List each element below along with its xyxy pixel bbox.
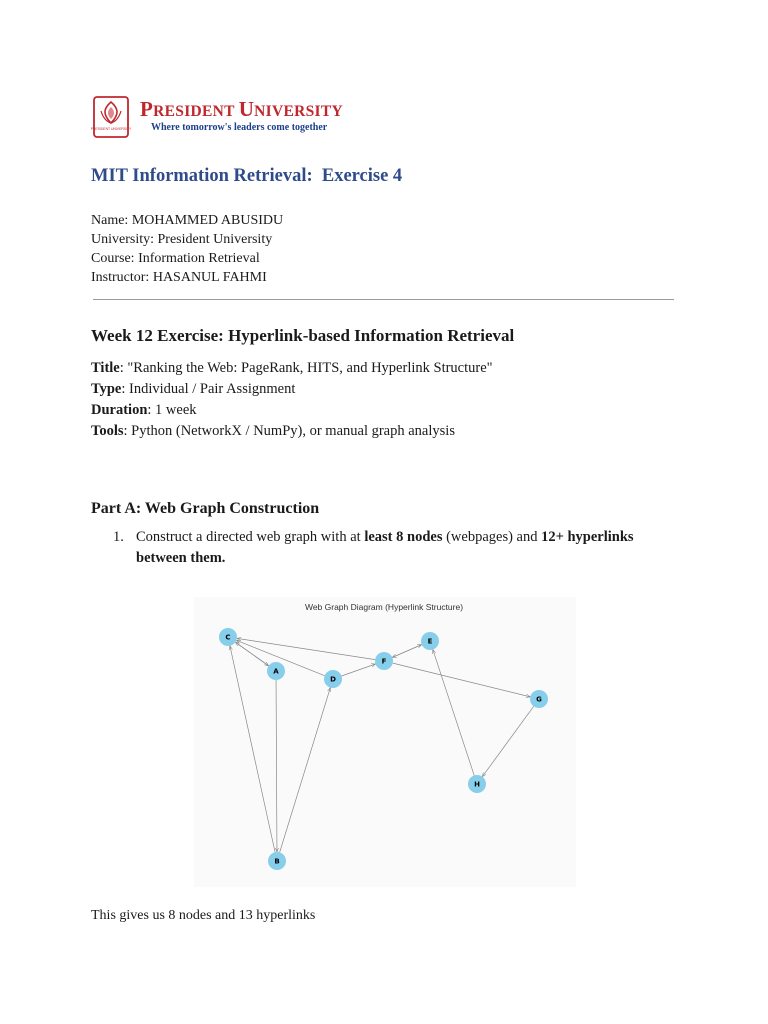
item-text: Construct a directed web graph with at [136, 529, 365, 545]
graph-node-label-B: B [274, 857, 280, 866]
meta-label: Tools [91, 423, 124, 439]
info-value: Information Retrieval [138, 251, 260, 266]
info-label: Name: [91, 213, 129, 228]
graph-edge-G-H [482, 706, 533, 776]
meta-value: : "Ranking the Web: PageRank, HITS, and Hyperlink Structure" [119, 360, 493, 376]
graph-edge-B-C [230, 646, 275, 852]
part-a-heading: Part A: Web Graph Construction [91, 500, 320, 517]
graph-node-label-A: A [273, 667, 279, 676]
meta-type [91, 381, 295, 398]
meta-title [91, 360, 493, 377]
graph-edge-C-A [235, 642, 268, 666]
meta-label: Duration [91, 402, 148, 418]
info-university [91, 232, 272, 248]
meta-label: Title [91, 360, 120, 376]
info-label: Instructor: [91, 270, 150, 285]
university-tagline: Where tomorrow's leaders come together [151, 122, 328, 133]
graph-edge-E-F [392, 645, 421, 658]
meta-value: : Python (NetworkX / NumPy), or manual graph analysis [123, 423, 455, 439]
exercise-heading: Week 12 Exercise: Hyperlink-based Information Retrieval [91, 326, 515, 345]
item-emphasis: 12+ hyperlinks [541, 529, 634, 545]
meta-tools [91, 423, 455, 440]
emblem-text: PRESIDENT UNIVERSITY [90, 127, 132, 131]
meta-value: : 1 week [147, 402, 197, 418]
info-instructor [91, 270, 267, 286]
meta-label: Type [91, 381, 122, 397]
document-title: MIT Information Retrieval: Exercise 4 [91, 166, 403, 186]
meta-value: : Individual / Pair Assignment [121, 381, 296, 397]
info-value: HASANUL FAHMI [152, 270, 267, 285]
graph-edge-F-G [393, 663, 531, 697]
graph-node-label-H: H [474, 780, 480, 789]
logo-name-rest-1: RESIDENT [153, 103, 235, 120]
logo-name-initial-u: U [238, 97, 255, 121]
graph-summary: This gives us 8 nodes and 13 hyperlinks [91, 908, 316, 923]
graph-edge-D-F [341, 664, 375, 676]
list-item-text [136, 529, 634, 546]
web-graph-diagram [194, 597, 576, 887]
info-label: University: [91, 232, 154, 247]
logo-name-initial-p: P [140, 97, 154, 121]
logo-name-rest-2: NIVERSITY [254, 103, 344, 120]
web-graph-figure [194, 597, 576, 887]
graph-title: Web Graph Diagram (Hyperlink Structure) [304, 602, 464, 612]
graph-node-label-F: F [381, 657, 387, 666]
info-label: Course: [91, 251, 135, 266]
horizontal-divider [93, 299, 674, 300]
university-logo [90, 96, 344, 140]
item-emphasis: between them. [136, 550, 226, 566]
graph-edge-B-D [280, 688, 331, 853]
graph-node-label-E: E [427, 637, 433, 646]
graph-edge-H-E [433, 650, 474, 776]
graph-edge-A-B [276, 680, 277, 852]
meta-duration [91, 402, 197, 419]
list-item-number: 1. [113, 529, 124, 545]
item-text: (webpages) and [442, 529, 542, 545]
graph-node-label-D: D [330, 675, 336, 684]
list-item-text-continued [136, 550, 225, 567]
info-value: MOHAMMED ABUSIDU [131, 213, 284, 228]
info-name [91, 213, 283, 229]
info-course [91, 251, 260, 267]
university-emblem-icon [90, 96, 132, 138]
graph-node-label-C: C [225, 633, 231, 642]
item-emphasis: least 8 nodes [364, 529, 443, 545]
graph-node-label-G: G [536, 695, 542, 704]
info-value: President University [157, 232, 273, 247]
university-name [140, 97, 343, 122]
